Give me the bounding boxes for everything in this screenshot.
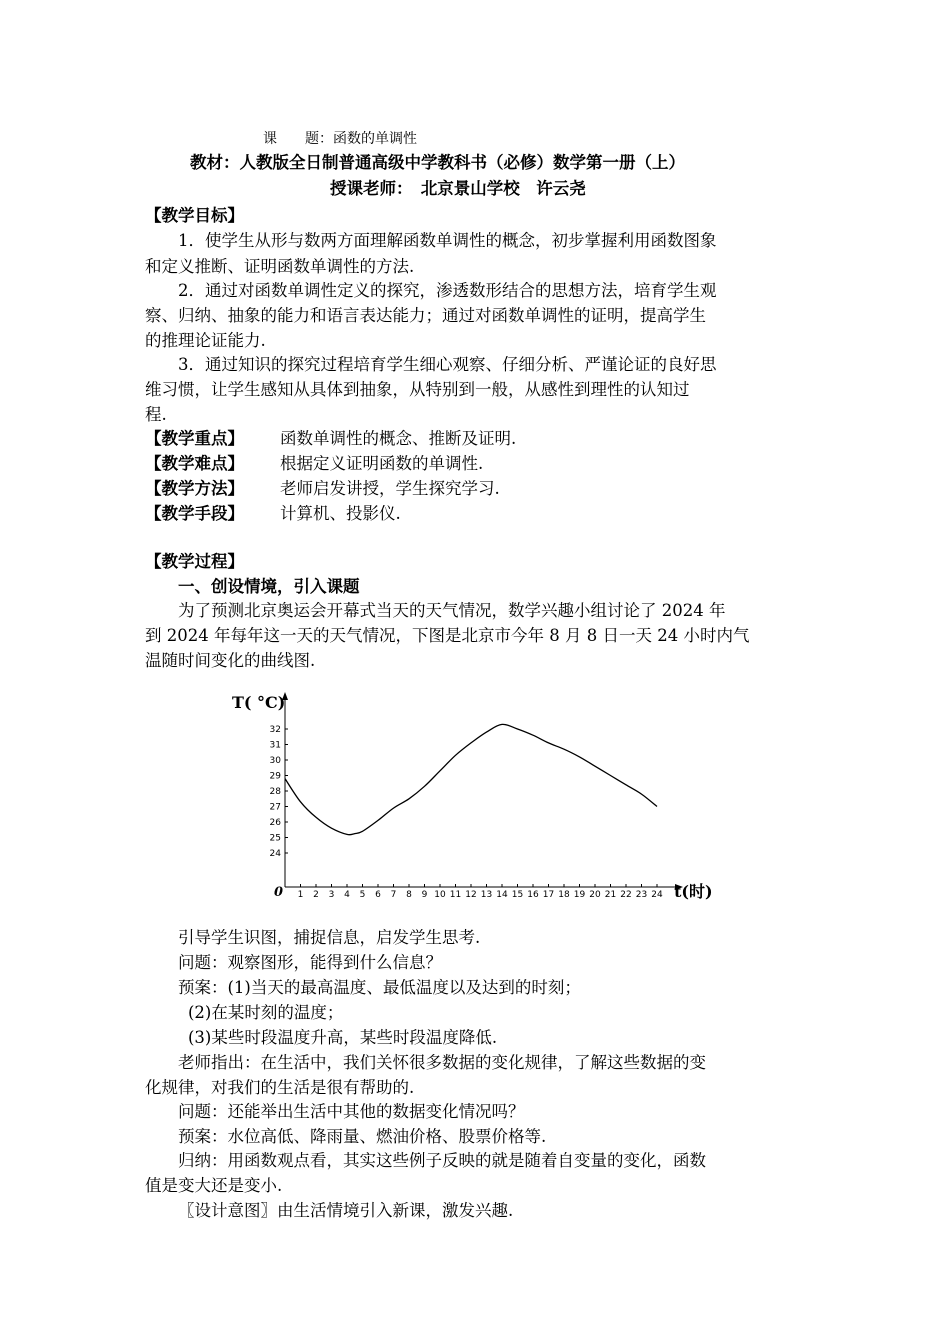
x-tick-label: 16 [527, 890, 539, 900]
origin-label: 0 [274, 885, 284, 900]
x-tick-label: 3 [328, 890, 335, 900]
x-tick-label: 23 [635, 890, 648, 900]
textbook-line: 教材：人教版全日制普通高级中学教科书（必修）数学第一册（上） [190, 153, 685, 172]
teacher-line: 授课老师： 北京景山学校 许云尧 [330, 179, 586, 198]
para-l4: (2)在某时刻的温度； [188, 1003, 344, 1022]
para-l7: 问题：还能举出生活中其他的数据变化情况吗？ [178, 1102, 525, 1121]
para-l10: 〖设计意图〗由生活情境引入新课，激发兴趣. [178, 1201, 514, 1220]
x-tick-label: 1 [297, 890, 304, 900]
x-tick-label: 4 [344, 890, 350, 900]
temperature-curve [285, 724, 657, 834]
y-tick-label: 27 [269, 802, 281, 813]
key-points-label: 【教学重点】 [145, 429, 244, 448]
x-tick-label: 5 [359, 890, 366, 900]
tools-row [145, 501, 815, 527]
method-text: 老师启发讲授，学生探究学习. [280, 479, 500, 498]
process-heading: 【教学过程】 [145, 552, 244, 571]
para-l9a: 归纳：用函数观点看，其实这些例子反映的就是随着自变量的变化，函数 [178, 1151, 706, 1170]
para-l6b: 化规律，对我们的生活是很有帮助的. [145, 1078, 415, 1097]
key-points-row [145, 426, 815, 452]
x-tick-label: 12 [465, 890, 477, 900]
y-tick-label: 26 [269, 818, 281, 828]
objective-1a: 1．使学生从形与数两方面理解函数单调性的概念，初步掌握利用函数图象 [178, 231, 717, 250]
difficulty-label: 【教学难点】 [145, 454, 244, 473]
x-axis-label: t(时) [674, 882, 713, 901]
method-label: 【教学方法】 [145, 479, 244, 498]
objective-1b: 和定义推断、证明函数单调性的方法. [145, 257, 415, 276]
y-tick-label: 28 [269, 787, 281, 797]
intro-line-c: 温随时间变化的曲线图. [145, 651, 316, 670]
x-tick-label: 18 [558, 890, 570, 900]
key-points-text: 函数单调性的概念、推断及证明. [280, 429, 517, 448]
y-tick-label: 25 [269, 833, 281, 844]
y-tick-label: 31 [269, 740, 281, 751]
topic-line: 课 题：函数的单调性 [263, 131, 417, 147]
temperature-chart [225, 688, 725, 910]
difficulty-row [145, 451, 815, 477]
method-row [145, 476, 815, 502]
objective-3c: 程. [145, 405, 167, 424]
x-tick-label: 19 [573, 890, 586, 900]
x-tick-label: 20 [589, 890, 601, 900]
y-tick-label: 24 [269, 849, 281, 859]
x-tick-label: 15 [511, 890, 524, 900]
objective-2a: 2．通过对函数单调性定义的探究，渗透数形结合的思想方法，培育学生观 [178, 281, 717, 300]
x-tick-label: 21 [604, 890, 617, 900]
objectives-heading: 【教学目标】 [145, 206, 244, 225]
y-tick-label: 29 [269, 771, 281, 782]
tools-label: 【教学手段】 [145, 504, 244, 523]
x-tick-label: 6 [375, 890, 381, 900]
para-l8: 预案：水位高低、降雨量、燃油价格、股票价格等. [178, 1127, 547, 1146]
para-l2: 问题：观察图形，能得到什么信息？ [178, 953, 442, 972]
tools-text: 计算机、投影仪. [280, 504, 401, 523]
objective-3a: 3．通过知识的探究过程培育学生细心观察、仔细分析、严谨论证的良好思 [178, 355, 717, 374]
x-tick-label: 13 [480, 890, 493, 900]
x-tick-label: 9 [421, 890, 428, 900]
x-tick-label: 22 [620, 890, 632, 900]
x-tick-label: 10 [434, 890, 446, 900]
chart-axes [282, 692, 683, 890]
x-tick-label: 24 [651, 890, 663, 900]
difficulty-text: 根据定义证明函数的单调性. [280, 454, 484, 473]
objective-2c: 的推理论证能力. [145, 331, 266, 350]
intro-line-a: 为了预测北京奥运会开幕式当天的天气情况，数学兴趣小组讨论了 2024 年 [178, 601, 726, 620]
para-l3: 预案：(1)当天的最高温度、最低温度以及达到的时刻； [178, 978, 581, 997]
objective-3b: 维习惯，让学生感知从具体到抽象，从特别到一般，从感性到理性的认知过 [145, 380, 690, 399]
x-tick-label: 14 [496, 890, 508, 900]
x-tick-label: 7 [390, 890, 397, 900]
para-l1: 引导学生识图，捕捉信息，启发学生思考. [178, 928, 481, 947]
x-tick-label: 8 [406, 890, 412, 900]
y-tick-label: 30 [269, 756, 281, 766]
x-tick-label: 17 [542, 890, 555, 900]
y-axis-label: T( °C) [232, 693, 286, 712]
x-tick-label: 2 [313, 890, 319, 900]
intro-line-b: 到 2024 年每年这一天的天气情况，下图是北京市今年 8 月 8 日一天 24 小时内气 [145, 626, 750, 645]
para-l5: (3)某些时段温度升高，某些时段温度降低. [188, 1028, 498, 1047]
y-tick-label: 32 [269, 725, 281, 735]
para-l6a: 老师指出：在生活中，我们关怀很多数据的变化规律，了解这些数据的变 [178, 1053, 706, 1072]
x-tick-label: 11 [449, 890, 462, 900]
para-l9b: 值是变大还是变小. [145, 1176, 283, 1195]
objective-2b: 察、归纳、抽象的能力和语言表达能力；通过对函数单调性的证明，提高学生 [145, 306, 706, 325]
section-1-heading: 一、创设情境，引入课题 [178, 577, 360, 596]
